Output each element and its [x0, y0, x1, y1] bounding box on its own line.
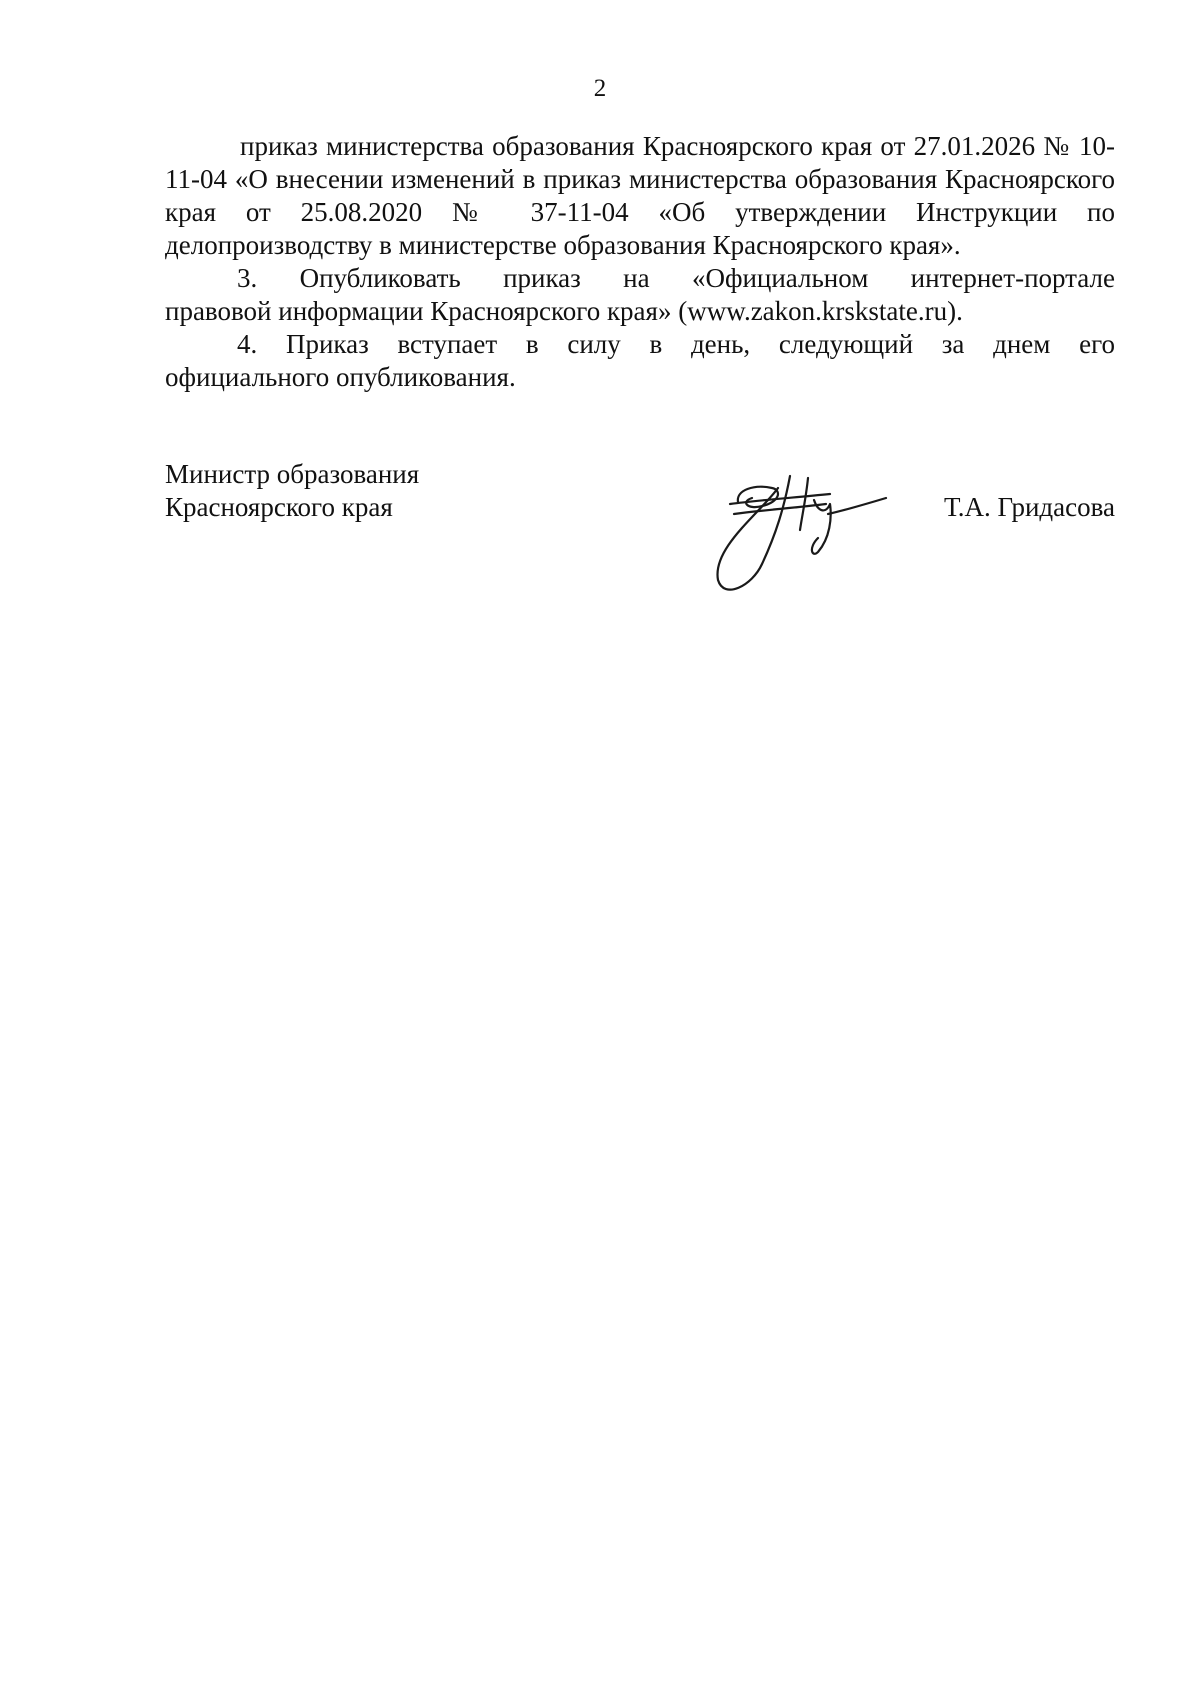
item-4-rest: официального опубликования. — [165, 362, 516, 392]
item-3-word: приказ — [503, 263, 581, 293]
item-4-word: силу — [567, 329, 621, 359]
item-4-word: в — [649, 329, 663, 359]
page-number: 2 — [593, 75, 607, 102]
numbered-item-3 — [165, 262, 1115, 328]
handwritten-signature — [690, 468, 890, 598]
document-body — [165, 130, 1115, 394]
item-4-word: Приказ — [285, 329, 369, 359]
signatory-position-line1: Министр образования — [165, 459, 420, 489]
signatory-position-line2: Красноярского края — [165, 492, 393, 522]
signature-block — [165, 458, 1115, 598]
item-3-rest: правовой информации Красноярского края» (www.zakon.krskstate.ru). — [165, 296, 963, 326]
numbered-item-4 — [165, 328, 1115, 394]
item-3-word: Опубликовать — [299, 263, 461, 293]
item-4-word: днем — [993, 329, 1051, 359]
item-3-word: на — [623, 263, 650, 293]
item-4-word: вступает — [397, 329, 498, 359]
item-3-word: «Официальном — [691, 263, 869, 293]
item-4-word: в — [525, 329, 539, 359]
item-4-word: день, — [690, 329, 751, 359]
item-4-word: его — [1079, 329, 1115, 359]
continuation-paragraph: приказ министерства образования Красноярского края от 27.01.2026 № 10-11-04 «О внесении изменений в приказ министерства образования Красноярского края от 25.08.2020 № 37-11-04 «Об утверждении Инструкции по делопроизводству в министерстве образования Красноярского края». — [165, 131, 1115, 260]
item-3-first-line — [165, 262, 1115, 295]
item-4-first-line — [165, 328, 1115, 361]
item-4-number: 4. — [237, 329, 258, 359]
item-3-number: 3. — [237, 263, 258, 293]
item-3-word: интернет-портале — [910, 263, 1115, 293]
item-4-word: за — [941, 329, 965, 359]
item-4-word: следующий — [778, 329, 914, 359]
signatory-name: Т.А. Гридасова — [944, 492, 1115, 522]
